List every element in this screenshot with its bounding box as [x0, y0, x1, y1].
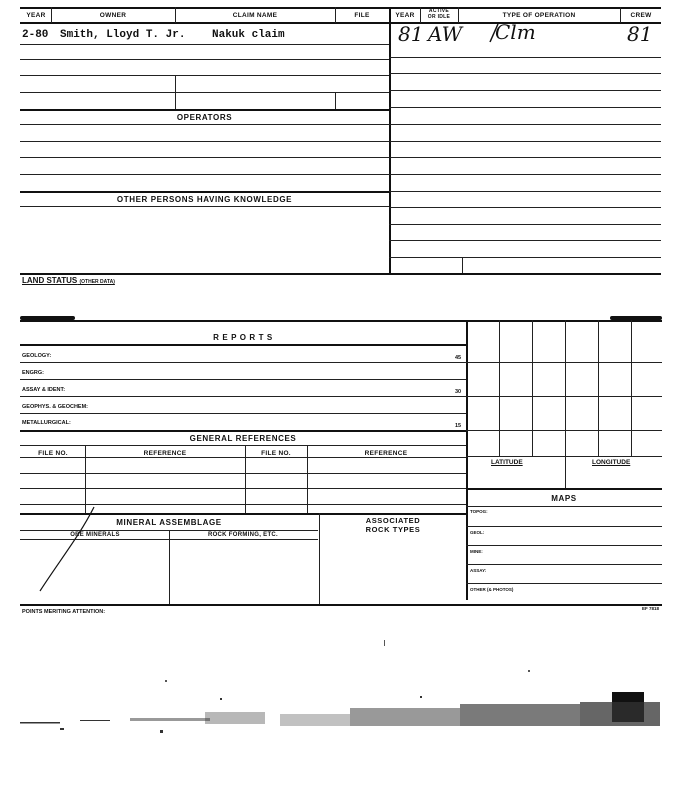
report-num: 45 [455, 355, 462, 361]
maps-geol: GEOL: [470, 530, 485, 535]
grid-line [466, 430, 662, 431]
scan-speck [384, 640, 385, 646]
row-line [20, 379, 466, 380]
form-number: EF 7818 [642, 606, 660, 611]
row-line [20, 174, 389, 175]
row-line [20, 488, 466, 489]
grid-line [532, 320, 533, 456]
grid-line [466, 362, 662, 363]
refs-header-reference: REFERENCE [143, 450, 187, 457]
row-line [20, 124, 389, 125]
refs-header-reference-2: REFERENCE [364, 450, 408, 457]
row-line [389, 90, 661, 91]
ore-minerals-header: ORE MINERALS [70, 532, 120, 538]
row-line [20, 344, 466, 346]
grid-line [631, 320, 632, 456]
col-divider [335, 92, 336, 109]
report-num: 30 [455, 389, 462, 395]
operation-status: AW [428, 22, 463, 46]
row-line [20, 157, 389, 158]
other-persons-heading: OTHER PERSONS HAVING KNOWLEDGE [116, 195, 293, 204]
header-underline [20, 22, 661, 24]
report-label-geology: GEOLOGY: [22, 353, 52, 359]
refs-header-file-no: FILE NO. [38, 450, 68, 457]
maps-heading: MAPS [551, 494, 577, 503]
row-line [389, 240, 661, 241]
report-label-geophys: GEOPHYS. & GEOCHEM: [22, 404, 89, 410]
row-line [466, 545, 662, 546]
row-line [389, 174, 661, 175]
row-line [389, 257, 661, 258]
row-line [389, 124, 661, 125]
owner-row-owner: Smith, Lloyd T. Jr. [60, 29, 186, 41]
col-divider [307, 445, 308, 513]
row-line [466, 488, 662, 490]
report-num: 15 [455, 423, 462, 429]
col-divider [85, 445, 86, 513]
mineral-assemblage-heading: MINERAL ASSEMBLAGE [116, 518, 222, 527]
row-line [20, 206, 389, 207]
owner-row-year: 2-80 [22, 29, 49, 41]
row-line [389, 141, 661, 142]
row-line [389, 57, 661, 58]
longitude-label: LONGITUDE [592, 459, 631, 466]
maps-other: OTHER (& PHOTOS) [470, 587, 514, 592]
row-line [389, 191, 661, 192]
top-border [20, 7, 661, 9]
row-line [20, 191, 389, 193]
header-year: YEAR [26, 12, 46, 19]
header-year-2: YEAR [395, 12, 415, 19]
operators-heading: OPERATORS [176, 113, 233, 122]
scan-speck [528, 670, 530, 672]
row-line [20, 473, 466, 474]
row-line [389, 73, 661, 74]
operation-year: 81 [398, 22, 424, 46]
grid-line [598, 320, 599, 456]
grid-line [466, 456, 662, 457]
operation-crew: 81 [627, 22, 653, 46]
report-label-assay: ASSAY & IDENT: [22, 387, 66, 393]
header-active: ACTIVE [428, 8, 450, 14]
header-crew: CREW [630, 12, 652, 19]
header-file: FILE [354, 12, 370, 19]
row-line [20, 92, 389, 93]
row-line [20, 362, 466, 363]
row-line [20, 44, 389, 45]
row-line [389, 224, 661, 225]
reports-heading: R E P O R T S [213, 333, 273, 342]
bottom-border [20, 604, 662, 606]
latitude-label: LATITUDE [491, 459, 523, 466]
scan-noise-band [20, 690, 665, 740]
maps-topog: TOPOG: [470, 509, 488, 514]
owner-row-claim: Nakuk claim [212, 29, 285, 41]
row-line [20, 445, 466, 446]
col-divider [245, 445, 246, 513]
row-line [466, 583, 662, 584]
row-line [20, 141, 389, 142]
report-label-engrg: ENGRG: [22, 370, 44, 376]
general-references-heading: GENERAL REFERENCES [189, 434, 297, 443]
row-line [20, 75, 389, 76]
refs-header-file-no-2: FILE NO. [261, 450, 291, 457]
header-owner: OWNER [99, 12, 127, 19]
handwritten-slash [30, 505, 100, 595]
row-line [389, 207, 661, 208]
header-claim-name: CLAIM NAME [232, 12, 278, 19]
associated-rock-types-heading: ASSOCIATED ROCK TYPES [365, 516, 421, 534]
handwritten-stroke [486, 22, 506, 44]
points-meriting-attention: POINTS MERITING ATTENTION: [22, 609, 106, 615]
maps-assay: ASSAY: [470, 568, 487, 573]
header-type-of-operation: TYPE OF OPERATION [502, 12, 576, 19]
land-status-heading: LAND STATUS (OTHER DATA) [22, 276, 115, 285]
grid-line [466, 396, 662, 397]
operation-type: Clm [495, 20, 536, 44]
col-divider [175, 75, 176, 109]
maps-mine: MINE: [470, 549, 483, 554]
col-divider [565, 456, 566, 488]
col-divider [319, 513, 320, 605]
top-section-bottom [20, 273, 661, 275]
grid-line [565, 320, 566, 456]
row-line [20, 430, 466, 432]
row-line [20, 413, 466, 414]
row-line [389, 157, 661, 158]
center-divider [389, 7, 391, 273]
row-line [20, 109, 389, 111]
col-divider [169, 530, 170, 605]
row-line [20, 396, 466, 397]
row-line [466, 564, 662, 565]
row-line [20, 457, 466, 458]
report-label-metallurgical: METALLURGICAL: [22, 420, 71, 426]
col-divider [462, 257, 463, 273]
scan-speck [165, 680, 167, 682]
row-line [389, 107, 661, 108]
rock-forming-header: ROCK FORMING, ETC. [207, 532, 279, 538]
row-line [466, 526, 662, 527]
grid-line [499, 320, 500, 456]
row-line [466, 506, 662, 507]
row-line [20, 59, 389, 60]
header-or-idle: OR IDLE [427, 14, 451, 20]
